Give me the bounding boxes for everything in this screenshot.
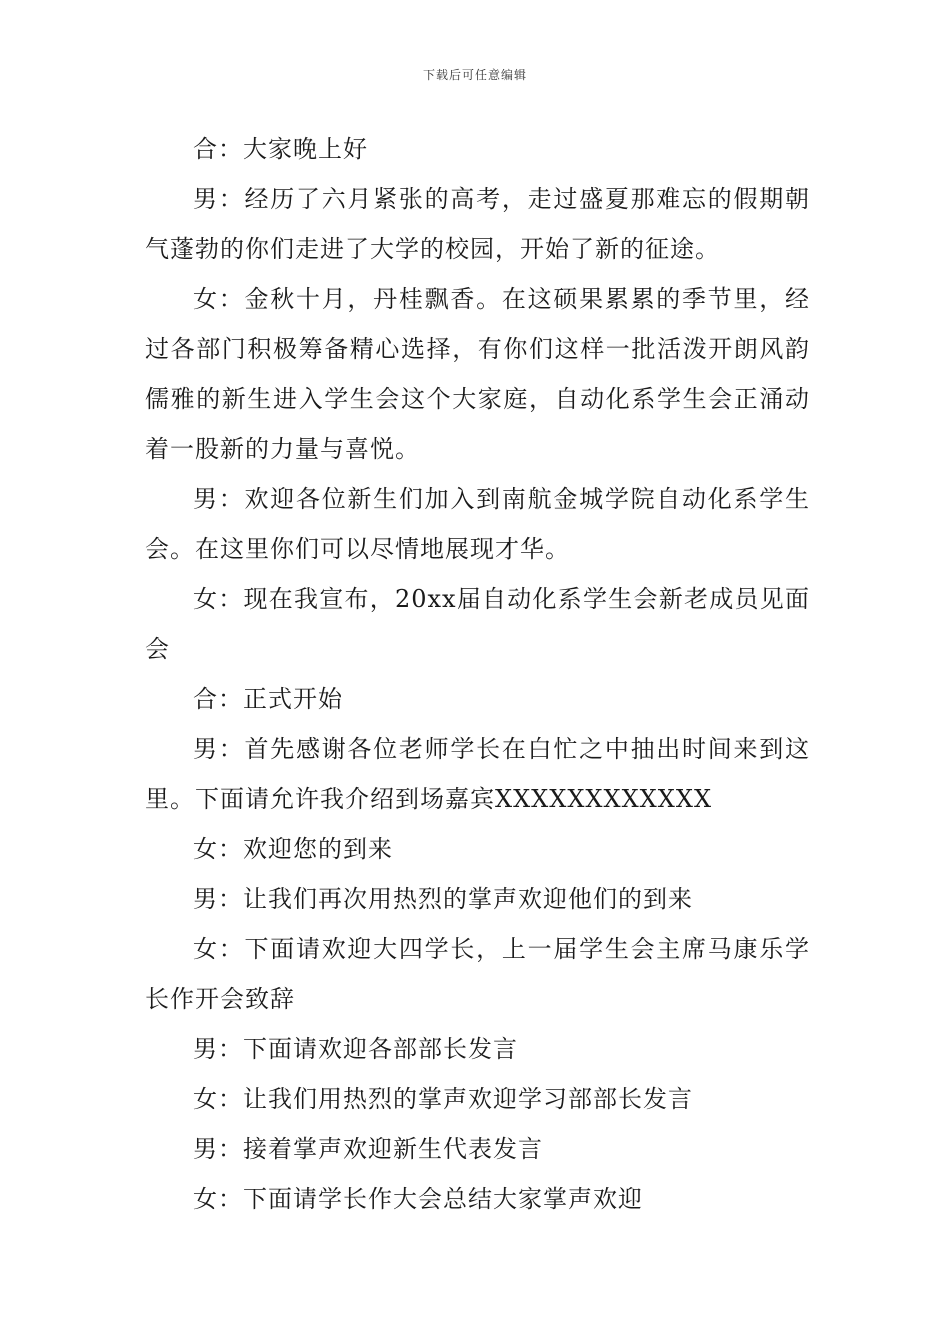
page-header: 下载后可任意编辑 <box>422 68 527 82</box>
paragraph: 女：欢迎您的到来 <box>193 835 393 863</box>
paragraph: 男：接着掌声欢迎新生代表发言 <box>193 1135 543 1163</box>
document-body <box>145 124 810 1224</box>
paragraph: 合：正式开始 <box>193 685 343 713</box>
paragraph: 男：欢迎各位新生们加入到南航金城学院自动化系学生会。在这里你们可以尽情地展现才华。 <box>145 485 810 563</box>
paragraph: 男：首先感谢各位老师学长在白忙之中抽出时间来到这里。下面请允许我介绍到场嘉宾XXXXXXXXXXXX <box>145 735 810 813</box>
paragraph: 女：金秋十月，丹桂飘香。在这硕果累累的季节里，经过各部门积极筹备精心选择，有你们这样一批活泼开朗风韵儒雅的新生进入学生会这个大家庭，自动化系学生会正涌动着一股新的力量与喜悦。 <box>145 285 810 463</box>
paragraph: 合：大家晚上好 <box>193 135 368 163</box>
paragraph: 女：下面请欢迎大四学长，上一届学生会主席马康乐学长作开会致辞 <box>145 935 810 1013</box>
paragraph: 男：经历了六月紧张的高考，走过盛夏那难忘的假期朝气蓬勃的你们走进了大学的校园，开始了新的征途。 <box>145 185 810 263</box>
paragraph: 女：现在我宣布，20xx届自动化系学生会新老成员见面会 <box>145 585 810 663</box>
paragraph: 男：下面请欢迎各部部长发言 <box>193 1035 518 1063</box>
paragraph: 男：让我们再次用热烈的掌声欢迎他们的到来 <box>193 885 693 913</box>
paragraph: 女：让我们用热烈的掌声欢迎学习部部长发言 <box>193 1085 693 1113</box>
paragraph: 女：下面请学长作大会总结大家掌声欢迎 <box>193 1185 643 1213</box>
